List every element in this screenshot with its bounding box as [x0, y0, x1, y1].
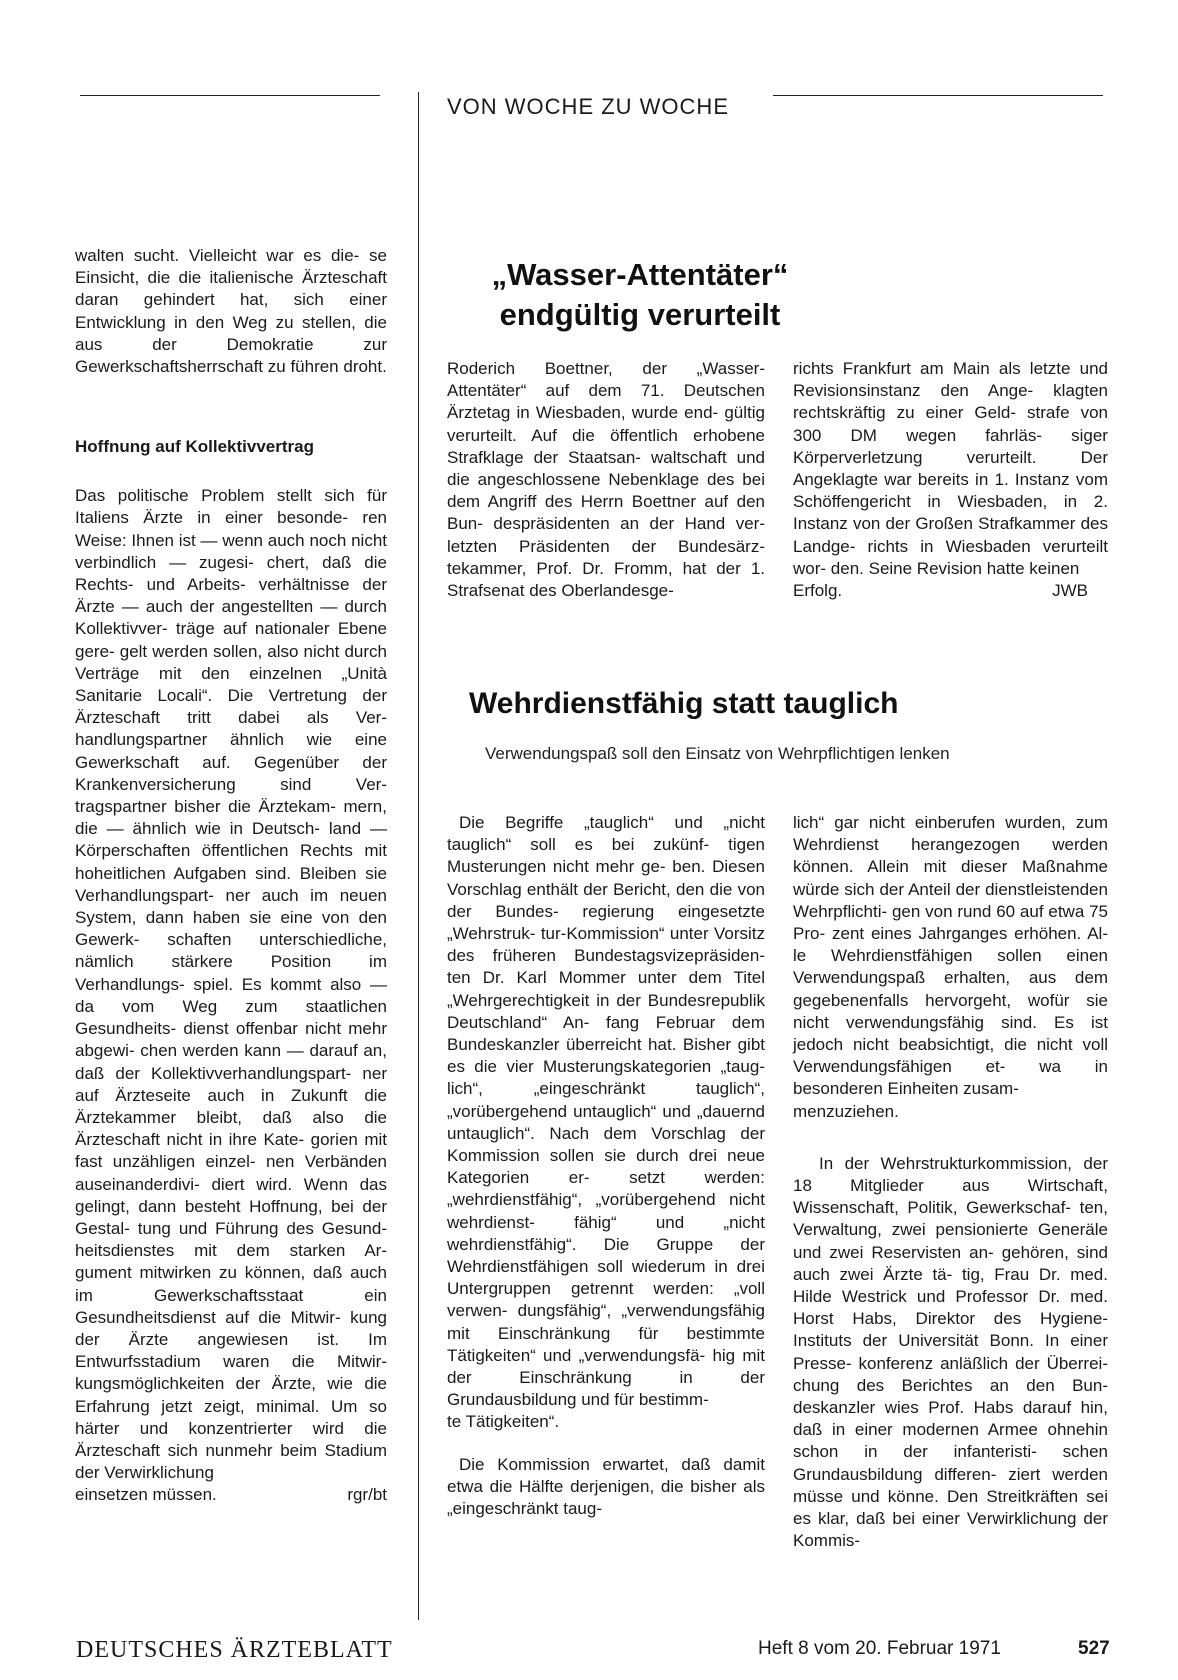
paragraph: [447, 812, 765, 1411]
text-line: zent eines Jahrganges erhöhen. Al-: [831, 924, 1108, 944]
text-line: Bericht, den die von der Bundes-: [447, 879, 765, 921]
text-line: se Einsicht, die die italienische: [75, 246, 387, 288]
text-line: diert wird. Wenn das gelingt, dann: [75, 1174, 387, 1216]
paragraph: [793, 812, 1108, 1101]
text-line: die Ärzteschaft nicht in ihre Kate-: [75, 1107, 387, 1150]
text-line: chert, daß die Rechts- und Arbeits-: [75, 552, 387, 595]
text-line: erhobene Strafklage der Staatsan-: [447, 425, 765, 467]
article1-headline: [455, 255, 825, 335]
text-line: Direktor des Hygiene-Instituts der: [793, 1309, 1108, 1351]
text-line: und Revisionsinstanz den Ange-: [793, 359, 1108, 401]
text-line: zur Gewerkschaftsherrschaft zu: [75, 334, 387, 377]
article2-deck: Verwendungspaß soll den Einsatz von Wehrpflichtigen lenken: [485, 744, 950, 763]
text-line: Großen Strafkammer des Landge-: [793, 514, 1108, 556]
text-line: ten, Verwaltung, zwei pensionierte: [793, 1198, 1108, 1240]
text-line: fang Februar dem Bundeskanzler: [447, 1012, 765, 1055]
text-line: walten sucht. Vielleicht war es die-: [75, 246, 360, 265]
column-divider: [418, 92, 419, 1620]
subheading: Hoffnung auf Kollektivvertrag: [75, 437, 314, 457]
text-line: „vorübergehend nicht wehrdienst-: [447, 1190, 765, 1232]
text-line: überreicht hat. Bisher gibt es die: [447, 1035, 765, 1077]
text-line: die Ärztekammer bleibt, daß also: [75, 1085, 387, 1127]
text-line: sie nicht verwendungsfähig sind. Es: [793, 990, 1108, 1032]
text-line: letzten Präsidenten der Bundesärz-: [447, 536, 765, 556]
text-line: hig mit der Einschränkung in der: [447, 1345, 765, 1388]
article1-column-1: [447, 358, 765, 602]
paragraph-end: [75, 1484, 387, 1506]
text-line: Die Kommission erwartet, daß: [459, 1454, 711, 1474]
text-line: lich“, „eingeschränkt tauglich“,: [447, 1079, 765, 1099]
text-line: tekammer, Prof. Dr. Fromm, hat der: [447, 558, 741, 578]
text-line: kung der Ärzte angewiesen ist. Im: [75, 1307, 387, 1349]
text-line: tung und Führung des Gesund-: [137, 1218, 387, 1238]
paragraph: [75, 245, 387, 378]
text-line: land — Körperschaften öffentlichen: [75, 819, 387, 861]
text-line: besteht Hoffnung, bei der Gestal-: [75, 1196, 387, 1238]
text-line: gültig verurteilt. Auf die öffentlich: [447, 403, 765, 445]
text-line: richts Frankfurt am Main als letzte: [793, 359, 1071, 378]
text-line: Rechts mit hoheitlichen Aufgaben: [75, 841, 388, 883]
text-line: nicht voll Verwendungsfähigen et-: [793, 1035, 1109, 1077]
text-line: setzt werden: „wehrdienstfähig“,: [447, 1168, 765, 1210]
text-line: Titel „Wehrgerechtigkeit in der: [447, 968, 765, 1010]
text-line: stärkere Position im Verhandlungs-: [75, 952, 387, 994]
text-line: Roderich Boettner, der „Wasser-: [447, 359, 765, 378]
text-line: gegebenenfalls hervorgeht, wofür: [793, 990, 1070, 1010]
paragraph: [793, 1153, 1108, 1553]
text-line: spiel. Es kommt also — da vom: [75, 974, 387, 1016]
publication-title: DEUTSCHES ÄRZTEBLATT: [76, 1637, 393, 1663]
article2-column-1: [447, 812, 765, 1520]
text-line: mern, die — ähnlich wie in Deutsch-: [75, 797, 387, 839]
text-line: haben sie eine von den Gewerk-: [75, 908, 387, 950]
text-line: beim Stadium der Verwirklichung: [75, 1440, 388, 1483]
text-line: Gewerkschaft auf. Gegenüber der: [75, 752, 387, 772]
text-line: konferenz anläßlich der Überrei-: [858, 1353, 1108, 1373]
page-number: 527: [1078, 1638, 1110, 1659]
text-line: sich einer Entwicklung in den Weg: [75, 290, 387, 332]
text-line: gelt werden sollen, also nicht durch: [119, 641, 387, 661]
text-line: die bisher als „eingeschränkt taug-: [447, 1476, 766, 1519]
paragraph: [447, 1454, 765, 1521]
text-line: angestellten — durch Kollektivver-: [75, 597, 388, 639]
text-line: lich“ gar nicht einberufen wurden,: [793, 813, 1066, 832]
text-line: den. Seine Revision hatte keinen: [830, 558, 1080, 578]
text-line: „dauernd untauglich“. Nach dem: [447, 1101, 765, 1143]
text-line: Maßnahme würde sich der Anteil: [793, 857, 1108, 899]
text-line: ohnehin schon in der infanteristi-: [793, 1420, 1108, 1462]
text-line: In der Wehrstrukturkommission,: [819, 1153, 1072, 1173]
article2-column-2: [793, 812, 1108, 1553]
text-line: waltschaft und die angeschlossene: [447, 447, 765, 490]
text-line: einer Verwirklichung der Kommis-: [793, 1509, 1108, 1551]
text-line: Die Begriffe „tauglich“ und: [459, 813, 703, 832]
text-line: getrennt werden: „voll verwen-: [447, 1279, 765, 1321]
text-line: des Herrn Boettner auf den Bun-: [447, 492, 765, 534]
text-line: Ärztetag in Wiesbaden, wurde end-: [447, 403, 719, 423]
text-line: soll wiederum in drei Untergruppen: [447, 1257, 766, 1299]
text-line: Verwendungspaß erhalten, aus dem: [793, 968, 1108, 988]
header-rule-right: [773, 95, 1103, 96]
text-line: handlungspartner ähnlich wie eine: [75, 730, 387, 750]
text-line: Tätigkeiten“ und „verwendungsfä-: [447, 1345, 706, 1365]
text-line: ist jedoch nicht beabsichtigt, die: [793, 1012, 1108, 1055]
text-line: kungsmöglichkeiten der Ärzte, wie: [75, 1374, 353, 1394]
text-line: gument mitwirken zu können, daß: [75, 1263, 343, 1283]
text-line: verhältnisse der Ärzte — auch der: [75, 575, 388, 617]
text-line: tragspartner bisher die Ärztekam-: [75, 797, 336, 817]
text-line: Attentäter“ auf dem 71. Deutschen: [447, 381, 765, 401]
text-line: Das politische Problem stellt sich: [75, 486, 355, 506]
text-line: führen droht.: [290, 357, 387, 377]
text-line: werden können. Allein mit dieser: [793, 835, 1108, 877]
text-line: strafe von 300 DM wegen fahrläs-: [793, 403, 1108, 445]
text-line: auch im Gewerkschaftsstaat ein: [75, 1263, 387, 1305]
paragraph: [447, 358, 765, 602]
text-line: hin, daß in einer modernen Armee: [793, 1398, 1108, 1440]
text-line: Der Angeklagte war bereits in 1.: [793, 447, 1108, 490]
paragraph-end: te Tätigkeiten“.: [447, 1412, 560, 1432]
text-line: vier Musterungskategorien „taug-: [506, 1057, 765, 1077]
left-article: [75, 245, 387, 1507]
text-line: gehören, sind auch zwei Ärzte tä-: [793, 1242, 1108, 1284]
text-line: schen Grundausbildung differen-: [793, 1442, 1108, 1484]
text-line: tigen Musterungen nicht mehr ge-: [447, 835, 765, 877]
text-line: ner auch im neuen System, dann: [75, 885, 387, 928]
text-line: Wiesbaden, in 2. Instanz von der: [793, 492, 1108, 534]
text-line: Verträge mit den einzelnen „Unità: [75, 663, 387, 683]
text-line: für Italiens Ärzte in einer besonde-: [75, 486, 387, 528]
text-line: damit etwa die Hälfte derjenigen,: [447, 1454, 765, 1496]
text-line: gen von rund 60 auf etwa 75 Pro-: [793, 901, 1108, 944]
text-line: fähig“ und „nicht wehrdienstfähig“.: [447, 1212, 765, 1254]
text-line: noch nicht verbindlich — zugesi-: [75, 530, 387, 572]
text-line: tig, Frau Dr. med. Hilde Westrick: [793, 1264, 1108, 1307]
text-line: klagten rechtskräftig zu einer Geld-: [793, 381, 1108, 423]
text-line: zu stellen, die aus der Demokratie: [75, 312, 387, 354]
text-line: Weg zum staatlichen Gesundheits-: [75, 996, 387, 1039]
text-line: ben. Diesen Vorschlag enthält der: [447, 857, 765, 899]
text-line: 1. Strafsenat des Oberlandesge-: [447, 558, 765, 601]
text-line: chung des Berichtes an den Bun-: [793, 1375, 1108, 1395]
text-line: Bundesrepublik Deutschland“ An-: [447, 990, 765, 1032]
text-line: der 18 Mitglieder aus Wirtschaft,: [793, 1153, 1108, 1196]
text-line: siger Körperverletzung verurteilt.: [793, 425, 1108, 467]
text-line: le Wehrdienstfähigen sollen einen: [793, 946, 1108, 966]
text-line: Streitkräften sei es klar, daß bei: [793, 1486, 1108, 1529]
text-line: Instanz vom Schöffengericht in: [793, 470, 1108, 512]
text-line: Entwurfsstadium waren die Mitwir-: [75, 1352, 387, 1372]
article1-column-2: [793, 358, 1108, 602]
issue-date: Heft 8 vom 20. Februar 1971: [758, 1638, 1001, 1659]
text-line: Universität Bonn. In einer Presse-: [793, 1331, 1108, 1373]
text-line: schaften unterschiedliche, nämlich: [75, 930, 387, 972]
text-line: heitsdienstes mit dem starken Ar-: [75, 1241, 387, 1261]
text-line: zum Wehrdienst herangezogen: [793, 813, 1108, 855]
text-line: einsetzen müssen.: [75, 1485, 217, 1505]
text-line: ren Weise: Ihnen ist — wenn auch: [75, 508, 387, 550]
paragraph: [793, 358, 1108, 580]
text-line: die Erfahrung jetzt zeigt, minimal.: [75, 1374, 387, 1416]
text-line: richts in Wiesbaden verurteilt wor-: [793, 536, 1108, 578]
text-line: deskanzler wies Prof. Habs darauf: [793, 1398, 1072, 1418]
paragraph: [75, 485, 387, 1484]
text-line: Krankenversicherung sind Ver-: [75, 774, 387, 794]
paragraph-end: [793, 580, 1108, 602]
text-line: Sanitarie Locali“. Die Vertretung: [75, 686, 348, 706]
text-line: „vorübergehend untauglich“ und: [447, 1101, 691, 1121]
text-line: gorien mit fast unzähligen einzel-: [75, 1130, 388, 1172]
text-line: Gesundheitsdienst auf die Mitwir-: [75, 1307, 341, 1327]
text-line: „nicht tauglich“ soll es bei zukünf-: [447, 813, 765, 855]
text-line: chen werden kann — darauf an,: [140, 1041, 387, 1061]
article2-headline: Wehrdienstfähig statt tauglich: [469, 687, 899, 720]
text-line: mit Einschränkung für bestimmte: [447, 1323, 765, 1343]
headline-line: „Wasser-Attentäter“: [491, 257, 789, 292]
text-line: ten Dr. Karl Mommer unter dem: [447, 968, 722, 988]
header-rule-left: [80, 95, 380, 96]
text-line: regierung eingesetzte „Wehrstruk-: [447, 901, 765, 944]
text-line: Grundausbildung und für bestimm-: [447, 1390, 709, 1410]
text-line: Um so härter und konzentrierter: [75, 1396, 387, 1438]
section-label: VON WOCHE ZU WOCHE: [447, 94, 729, 119]
headline-line: endgültig verurteilt: [499, 297, 781, 332]
text-line: dienst offenbar nicht mehr abgewi-: [75, 1019, 387, 1061]
text-line: früheren Bundestagsvizepräsiden-: [492, 946, 765, 966]
text-line: sie durch drei neue Kategorien er-: [447, 1146, 765, 1188]
text-line: nen Verbänden auseinanderdivi-: [75, 1152, 387, 1194]
text-line: der dienstleistenden Wehrpflichti-: [793, 879, 1108, 921]
text-line: tur-Kommission“ unter Vorsitz des: [447, 924, 765, 966]
text-line: Nebenklage des bei dem Angriff: [447, 470, 765, 512]
text-line: Vorschlag der Kommission sollen: [447, 1123, 765, 1166]
text-line: Wissenschaft, Politik, Gewerkschaf-: [793, 1198, 1071, 1218]
author-signature: JWB: [1052, 581, 1088, 601]
text-line: Generäle und zwei Reservisten an-: [793, 1220, 1108, 1262]
text-line: dungsfähig“, „verwendungsfähig: [517, 1301, 765, 1321]
text-line: der Ärzteschaft tritt dabei als Ver-: [75, 686, 387, 728]
text-line: wird die Ärzteschaft sich nunmehr: [75, 1418, 387, 1460]
text-line: wa in besonderen Einheiten zusam-: [793, 1057, 1108, 1099]
text-line: despräsidenten an der Hand ver-: [493, 514, 765, 534]
text-line: Ärzteschaft daran gehindert hat,: [75, 268, 387, 310]
text-line: ziert werden müsse und könne. Den: [793, 1464, 1108, 1506]
text-line: träge auf nationaler Ebene gere-: [75, 619, 388, 661]
paragraph-end: menzuziehen.: [793, 1101, 899, 1121]
text-line: Die Gruppe der Wehrdienstfähigen: [447, 1234, 765, 1277]
author-signature: rgr/bt: [347, 1485, 387, 1505]
text-line: ner auf Ärzteseite auch in Zukunft: [75, 1063, 387, 1105]
text-line: sind. Bleiben sie Verhandlungspart-: [75, 863, 387, 905]
text-line: Erfolg.: [793, 581, 843, 601]
text-line: daß der Kollektivverhandlungspart-: [75, 1063, 352, 1083]
text-line: und Professor Dr. med. Horst Habs,: [793, 1287, 1108, 1329]
